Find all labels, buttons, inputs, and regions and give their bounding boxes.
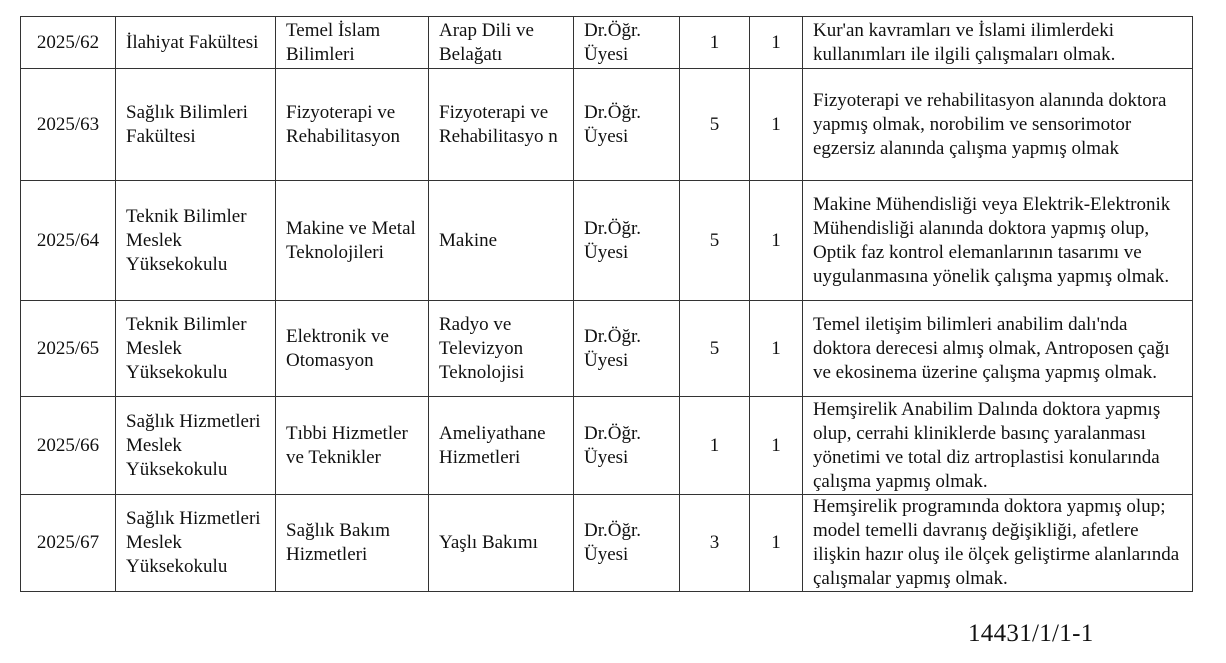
field-cell: Arap Dili ve Belağatı	[429, 17, 574, 69]
department-cell: Makine ve Metal Teknolojileri	[276, 181, 429, 301]
field-cell: Radyo ve Televizyon Teknolojisi	[429, 301, 574, 397]
count-cell: 1	[750, 495, 803, 592]
requirement-cell: Hemşirelik Anabilim Dalında doktora yapmış olup, cerrahi kliniklerde basınç yaralanması yönetimi ve total diz artroplastisi konularında çalışma yapmış olmak.	[803, 397, 1193, 495]
department-cell: Elektronik ve Otomasyon	[276, 301, 429, 397]
table-row	[21, 181, 1193, 301]
degree-cell: 5	[680, 69, 750, 181]
faculty-cell: Sağlık Bilimleri Fakültesi	[116, 69, 276, 181]
position-number: 2025/63	[21, 69, 116, 181]
position-number: 2025/66	[21, 397, 116, 495]
requirement-cell: Kur'an kavramları ve İslami ilimlerdeki kullanımları ile ilgili çalışmaları olmak.	[803, 17, 1193, 69]
department-cell: Fizyoterapi ve Rehabilitasyon	[276, 69, 429, 181]
degree-cell: 3	[680, 495, 750, 592]
faculty-cell: İlahiyat Fakültesi	[116, 17, 276, 69]
position-number: 2025/67	[21, 495, 116, 592]
count-cell: 1	[750, 397, 803, 495]
field-cell: Yaşlı Bakımı	[429, 495, 574, 592]
faculty-cell: Teknik Bilimler Meslek Yüksekokulu	[116, 181, 276, 301]
faculty-cell: Sağlık Hizmetleri Meslek Yüksekokulu	[116, 495, 276, 592]
position-number: 2025/65	[21, 301, 116, 397]
degree-cell: 1	[680, 397, 750, 495]
department-cell: Temel İslam Bilimleri	[276, 17, 429, 69]
requirement-cell: Temel iletişim bilimleri anabilim dalı'nda doktora derecesi almış olmak, Antroposen çağı ve ekosinema üzerine çalışma yapmış olmak.	[803, 301, 1193, 397]
field-cell: Ameliyathane Hizmetleri	[429, 397, 574, 495]
title-cell: Dr.Öğr. Üyesi	[574, 17, 680, 69]
requirement-cell: Makine Mühendisliği veya Elektrik-Elektronik Mühendisliği alanında doktora yapmış olup, Optik faz kontrol elemanlarının tasarımı ve uygulanmasına yönelik çalışma yapmış olmak.	[803, 181, 1193, 301]
department-cell: Tıbbi Hizmetler ve Teknikler	[276, 397, 429, 495]
table-row	[21, 495, 1193, 592]
table-row	[21, 69, 1193, 181]
title-cell: Dr.Öğr. Üyesi	[574, 301, 680, 397]
faculty-cell: Sağlık Hizmetleri Meslek Yüksekokulu	[116, 397, 276, 495]
degree-cell: 5	[680, 301, 750, 397]
degree-cell: 5	[680, 181, 750, 301]
table-row	[21, 397, 1193, 495]
count-cell: 1	[750, 17, 803, 69]
degree-cell: 1	[680, 17, 750, 69]
department-cell: Sağlık Bakım Hizmetleri	[276, 495, 429, 592]
title-cell: Dr.Öğr. Üyesi	[574, 397, 680, 495]
table-row	[21, 17, 1193, 69]
requirement-cell: Fizyoterapi ve rehabilitasyon alanında doktora yapmış olmak, norobilim ve sensorimotor egzersiz alanında çalışma yapmış olmak	[803, 69, 1193, 181]
title-cell: Dr.Öğr. Üyesi	[574, 69, 680, 181]
position-number: 2025/64	[21, 181, 116, 301]
count-cell: 1	[750, 301, 803, 397]
count-cell: 1	[750, 181, 803, 301]
title-cell: Dr.Öğr. Üyesi	[574, 495, 680, 592]
title-cell: Dr.Öğr. Üyesi	[574, 181, 680, 301]
position-number: 2025/62	[21, 17, 116, 69]
field-cell: Makine	[429, 181, 574, 301]
field-cell: Fizyoterapi ve Rehabilitasyo n	[429, 69, 574, 181]
document-code: 14431/1/1-1	[968, 620, 1094, 647]
faculty-cell: Teknik Bilimler Meslek Yüksekokulu	[116, 301, 276, 397]
table-row	[21, 301, 1193, 397]
requirement-cell: Hemşirelik programında doktora yapmış olup; model temelli davranış değişikliği, afetlere ilişkin hazır oluş ile ölçek geliştirme alanlarında çalışmalar yapmış olmak.	[803, 495, 1193, 592]
count-cell: 1	[750, 69, 803, 181]
positions-table	[20, 16, 1193, 592]
